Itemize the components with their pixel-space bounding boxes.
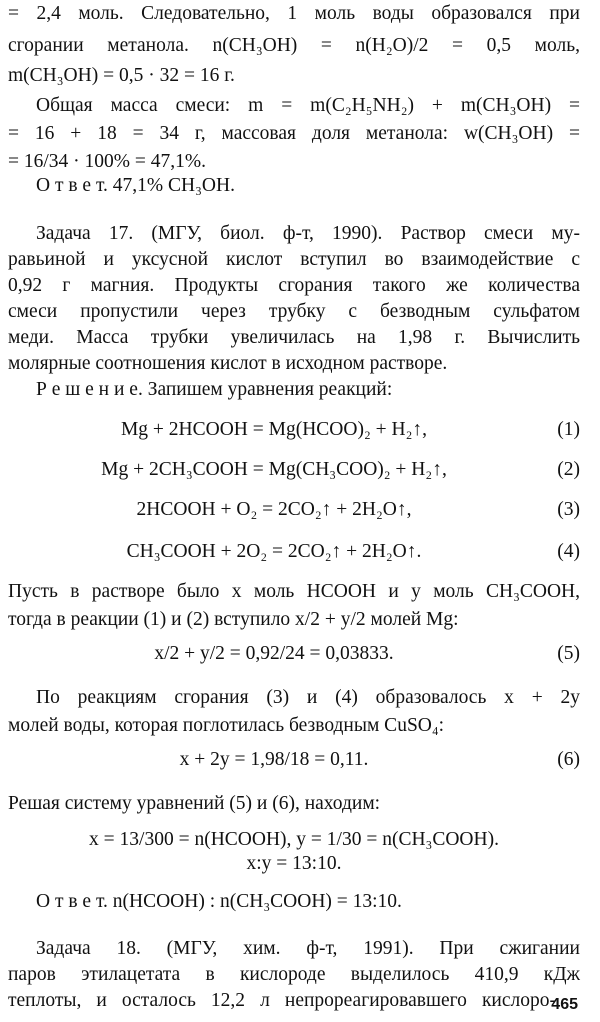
text-line: равьиной и уксусной кислот вступил во взаимодействие с (8, 249, 580, 270)
answer-line: О т в е т. 47,1% CH₃OH. (36, 175, 235, 196)
text-line: тогда в реакции (1) и (2) вступило x/2 + y/2 молей Mg: (8, 609, 459, 630)
text-line: молярные соотношения кислот в исходном растворе. (8, 353, 448, 374)
text-line: смеси пропустили через трубку с безводным сульфатом (8, 301, 580, 322)
equation-number: (2) (557, 459, 580, 480)
text-line: паров этилацетата в кислороде выделилось 410,9 кДж (8, 964, 580, 985)
solution-intro: Р е ш е н и е. Запишем уравнения реакций: (36, 379, 393, 400)
text-line: m(CH₃OH) = 0,5 · 32 = 16 г. (8, 65, 235, 86)
equation-formula: x/2 + y/2 = 0,92/24 = 0,03833. (154, 643, 394, 664)
equation-formula: 2HCOOH + O₂ = 2CO₂↑ + 2H₂O↑, (136, 499, 412, 520)
equation-formula: x + 2y = 1,98/18 = 0,11. (179, 749, 369, 770)
equation-number: (3) (557, 499, 580, 520)
task-17-heading-line: Задача 17. (МГУ, биол. ф-т, 1990). Раствор смеси му- (36, 223, 580, 244)
equation-number: (1) (557, 419, 580, 440)
text-line: теплоты, и осталось 12,2 л непрореагировавшего кислоро- (8, 990, 556, 1011)
answer-line: О т в е т. n(HCOOH) : n(CH₃COOH) = 13:10. (36, 891, 402, 912)
text-line: сгорании метанола. n(CH₃OH) = n(H₂O)/2 = 0,5 моль, (8, 35, 580, 56)
text-line: = 16/34 · 100% = 47,1%. (8, 151, 207, 172)
text-line: Пусть в растворе было x моль HCOOH и y моль CH₃COOH, (8, 581, 580, 602)
equation-number: (5) (557, 643, 580, 664)
equation-number: (6) (557, 749, 580, 770)
text-line: 0,92 г магния. Продукты сгорания такого же количества (8, 275, 580, 296)
ratio-line: x:y = 13:10. (246, 853, 342, 874)
page-number: 465 (551, 996, 578, 1013)
text-line: Решая систему уравнений (5) и (6), находим: (8, 793, 381, 814)
equation-formula: Mg + 2HCOOH = Mg(HCOO)₂ + H₂↑, (120, 419, 428, 440)
equation-formula: CH₃COOH + 2O₂ = 2CO₂↑ + 2H₂O↑. (126, 541, 422, 562)
equation-number: (4) (557, 541, 580, 562)
text-line: Общая масса смеси: m = m(C₂H₅NH₂) + m(CH₃OH) = (36, 95, 580, 116)
text-line: = 16 + 18 = 34 г, массовая доля метанола: w(CH₃OH) = (8, 123, 580, 144)
text-line: молей воды, которая поглотилась безводным CuSO₄: (8, 715, 445, 736)
result-line: x = 13/300 = n(HCOOH), y = 1/30 = n(CH₃COOH). (89, 829, 499, 850)
text-line: меди. Масса трубки увеличилась на 1,98 г. Вычислить (8, 327, 580, 348)
text-line: По реакциям сгорания (3) и (4) образовалось x + 2y (36, 687, 580, 708)
equation-formula: Mg + 2CH₃COOH = Mg(CH₃COO)₂ + H₂↑, (101, 459, 447, 480)
text-line: = 2,4 моль. Следовательно, 1 моль воды образовался при (8, 3, 580, 24)
task-18-heading-line: Задача 18. (МГУ, хим. ф-т, 1991). При сжигании (36, 938, 580, 959)
